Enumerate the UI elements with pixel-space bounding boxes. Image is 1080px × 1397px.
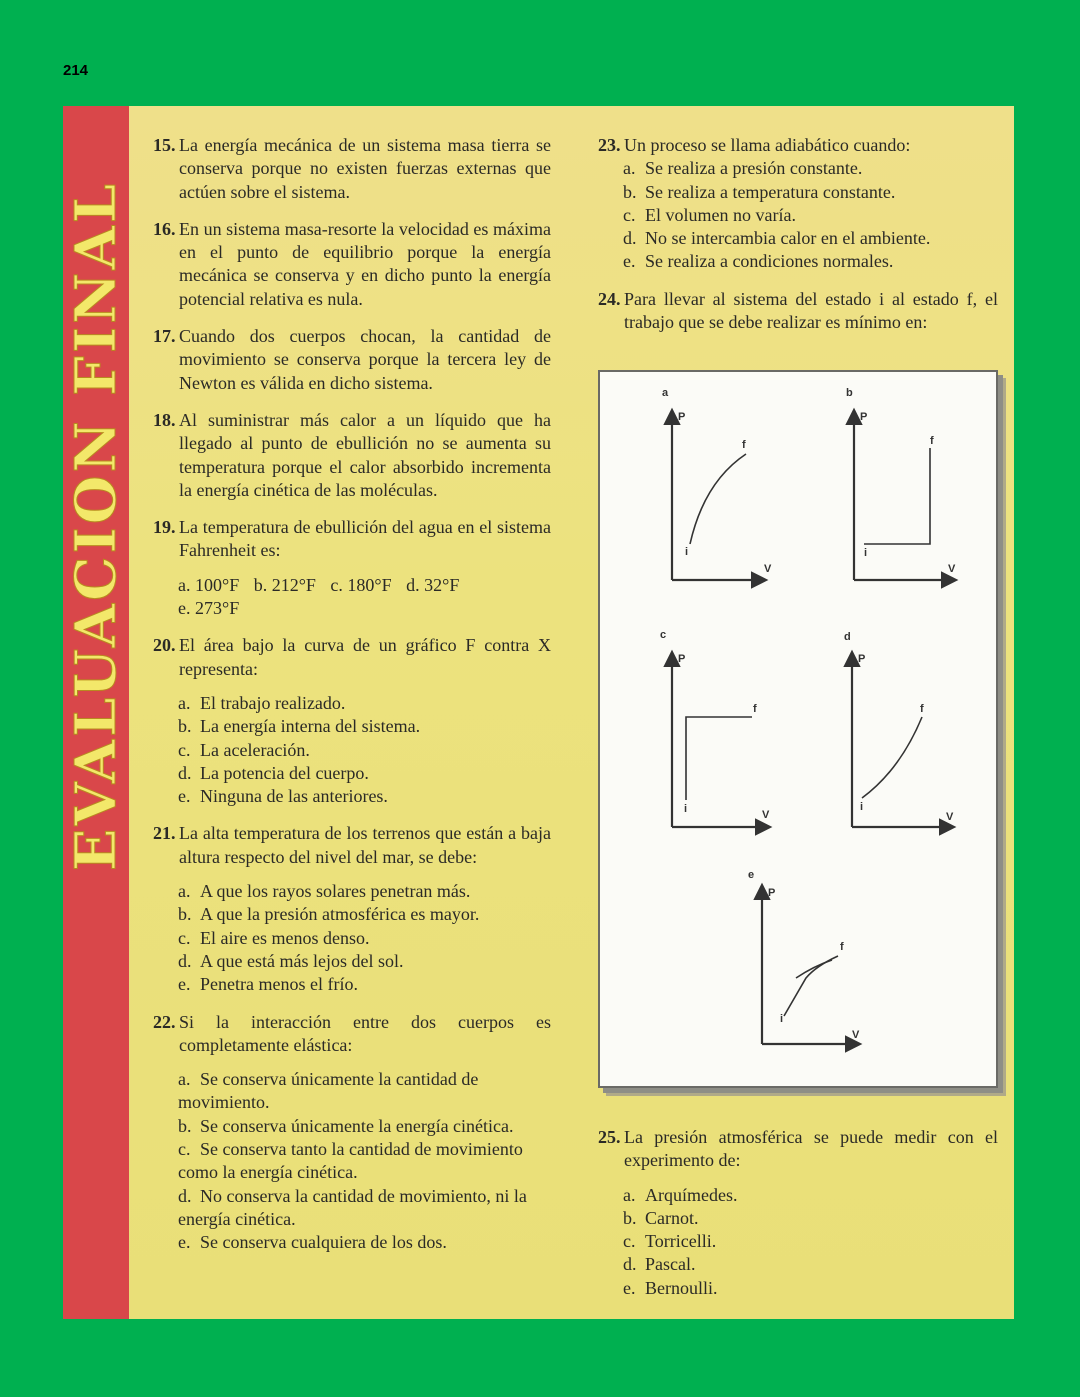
question-text: La energía mecánica de un sistema masa tierra se conserva porque no existen fuerzas externas que actúen sobre el sistema. <box>179 135 551 202</box>
question-number: 23. <box>598 135 621 155</box>
option-b: b. Se realiza a temperatura constante. <box>623 181 896 202</box>
option-a: a. El trabajo realizado. <box>178 692 346 713</box>
side-banner <box>63 106 129 1319</box>
y-axis-label: P <box>860 411 868 423</box>
option-c: c. Torricelli. <box>623 1231 717 1252</box>
x-axis-label: V <box>764 563 772 575</box>
final-state-label: f <box>840 941 844 953</box>
option-d: d. A que está más lejos del sol. <box>178 950 404 971</box>
question-23 <box>598 134 998 274</box>
option-a: a. Arquímedes. <box>623 1184 738 1205</box>
process-curve-alt <box>796 960 832 978</box>
option-e: e. 273°F <box>178 598 240 619</box>
question-20 <box>153 634 551 808</box>
q25-options <box>623 1184 998 1300</box>
option-c: c. El volumen no varía. <box>623 204 796 225</box>
option-d: d. La potencia del cuerpo. <box>178 762 369 783</box>
x-axis-label: V <box>948 563 956 575</box>
question-text: Un proceso se llama adiabático cuando: <box>624 135 911 155</box>
option-e: e. Se realiza a condiciones normales. <box>623 251 894 272</box>
option-e: e. Se conserva cualquiera de los dos. <box>178 1232 447 1253</box>
question-number: 22. <box>153 1011 176 1032</box>
option-d: d. 32°F <box>406 574 460 595</box>
option-e: e. Penetra menos el frío. <box>178 974 358 995</box>
q21-options <box>178 880 551 996</box>
option-b: b. Se conserva únicamente la energía cinética. <box>178 1115 514 1136</box>
pv-graphs-panel <box>598 370 998 1088</box>
question-text: Al suministrar más calor a un líquido que ha llegado al punto de ebullición no se aumenta su temperatura porque el calor absorbido incrementa la energía cinética de las moléculas. <box>179 409 551 500</box>
question-15 <box>153 134 551 204</box>
question-text: Para llevar al sistema del estado i al estado f, el trabajo que se debe realizar es mínimo en: <box>624 288 998 333</box>
graph-label: d <box>844 631 851 643</box>
process-curve <box>784 956 838 1016</box>
final-state-label: f <box>920 703 924 715</box>
question-number: 24. <box>598 288 621 309</box>
question-text: El área bajo la curva de un gráfico F contra X representa: <box>179 635 551 679</box>
final-state-label: f <box>742 439 746 451</box>
option-b: b. Carnot. <box>623 1207 699 1228</box>
question-text: La temperatura de ebullición del agua en el sistema Fahrenheit es: <box>179 517 551 561</box>
q20-options <box>178 692 551 808</box>
graph-b <box>846 387 956 580</box>
right-column <box>598 134 998 348</box>
q22-options <box>178 1068 551 1254</box>
initial-state-label: i <box>685 546 689 558</box>
x-axis-label: V <box>946 811 954 823</box>
x-axis-label: V <box>762 809 770 821</box>
option-a: a. Se realiza a presión constante. <box>623 158 863 179</box>
question-16 <box>153 218 551 311</box>
y-axis-label: P <box>678 653 686 665</box>
question-number: 16. <box>153 218 176 239</box>
initial-state-label: i <box>864 547 868 559</box>
initial-state-label: i <box>684 803 688 815</box>
graph-c <box>660 629 770 827</box>
question-24 <box>598 288 998 335</box>
graph-label: c <box>660 629 667 641</box>
question-25 <box>598 1126 998 1300</box>
question-text: En un sistema masa-resorte la velocidad es máxima en el punto de equilibrio porque la energía mecánica se conserva y en dicho punto la energía potencial relativa es nula. <box>179 218 551 309</box>
graph-label: b <box>846 387 853 399</box>
process-curve <box>690 454 746 544</box>
option-e: e. Bernoulli. <box>623 1277 718 1298</box>
x-axis-label: V <box>852 1029 860 1041</box>
process-curve <box>862 717 922 798</box>
option-d: d. Pascal. <box>623 1254 696 1275</box>
process-curve <box>864 448 930 544</box>
graph-a <box>662 387 772 580</box>
graph-label: e <box>748 869 755 881</box>
initial-state-label: i <box>860 801 864 813</box>
option-a: a. A que los rayos solares penetran más. <box>178 881 471 902</box>
q25-block <box>598 1126 998 1314</box>
exam-sheet <box>63 106 1014 1319</box>
option-b: b. A que la presión atmosférica es mayor. <box>178 904 480 925</box>
option-c: c. 180°F <box>330 574 392 595</box>
option-a: a. Se conserva únicamente la cantidad de movimiento. <box>178 1069 479 1113</box>
q23-options <box>623 157 998 273</box>
y-axis-label: P <box>858 653 866 665</box>
process-curve <box>686 717 752 800</box>
page-number: 214 <box>63 62 89 79</box>
graph-label: a <box>662 387 669 399</box>
question-17 <box>153 325 551 395</box>
pv-graphs-svg <box>600 372 996 1086</box>
graph-e <box>748 869 860 1044</box>
question-text: Si la interacción entre dos cuerpos es completamente elástica: <box>179 1011 551 1055</box>
option-e: e. Ninguna de las anteriores. <box>178 786 388 807</box>
initial-state-label: i <box>780 1013 784 1025</box>
question-number: 25. <box>598 1127 621 1147</box>
question-number: 15. <box>153 135 176 155</box>
option-d: d. No conserva la cantidad de movimiento, ni la energía cinética. <box>178 1185 527 1229</box>
question-number: 20. <box>153 635 176 656</box>
question-text: Cuando dos cuerpos chocan, la cantidad de movimiento se conserva porque la tercera ley de Newton es válida en dicho sistema. <box>179 326 551 393</box>
left-column <box>153 134 551 1268</box>
q19-options <box>178 574 551 621</box>
final-state-label: f <box>753 703 757 715</box>
question-number: 17. <box>153 326 176 347</box>
option-c: c. La aceleración. <box>178 739 310 760</box>
question-number: 18. <box>153 409 176 430</box>
question-22 <box>153 1011 551 1255</box>
y-axis-label: P <box>678 411 686 423</box>
question-text: La alta temperatura de los terrenos que están a baja altura respecto del nivel del mar, se debe: <box>179 823 551 867</box>
question-number: 21. <box>153 823 176 844</box>
option-b: b. La energía interna del sistema. <box>178 716 421 737</box>
final-state-label: f <box>930 435 934 447</box>
option-c: c. El aire es menos denso. <box>178 927 370 948</box>
question-text: La presión atmosférica se puede medir con el experimento de: <box>624 1127 998 1171</box>
graph-d <box>844 631 954 827</box>
option-d: d. No se intercambia calor en el ambiente. <box>623 228 931 249</box>
question-21 <box>153 822 551 996</box>
question-19 <box>153 516 551 620</box>
option-b: b. 212°F <box>253 574 316 595</box>
option-c: c. Se conserva tanto la cantidad de movimiento como la energía cinética. <box>178 1138 523 1183</box>
side-title: EVALUACION FINAL <box>63 180 129 872</box>
question-18 <box>153 409 551 502</box>
y-axis-label: P <box>768 887 776 899</box>
option-a: a. 100°F <box>178 574 240 595</box>
question-number: 19. <box>153 517 176 538</box>
